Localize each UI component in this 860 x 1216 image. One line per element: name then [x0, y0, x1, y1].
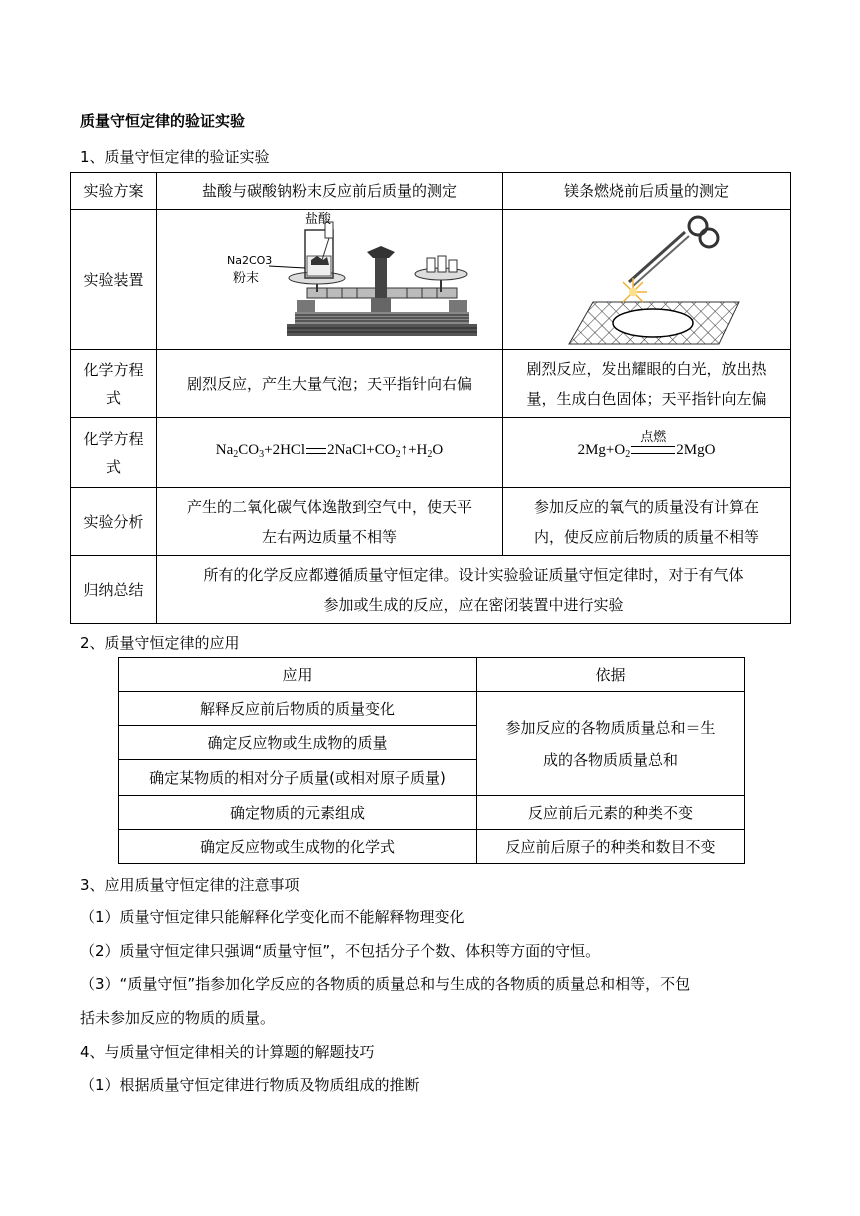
note-3: （3）“质量守恒”指参加化学反应的各物质的质量总和与生成的各物质的质量总和相等，不包 [80, 975, 691, 993]
header-application: 应用 [119, 658, 477, 692]
section-3-title: 3、应用质量守恒定律的注意事项 [80, 876, 300, 894]
summary-text: 所有的化学反应都遵循质量守恒定律。设计实验验证质量守恒定律时，对于有气体 参加或生成的反应，应在密闭装置中进行实验 [157, 556, 791, 624]
note-2: （2）质量守恒定律只强调“质量守恒”，不包括分子个数、体积等方面的守恒。 [80, 942, 601, 960]
application-row: 确定反应物或生成物的质量 [119, 726, 477, 760]
header-experiment-a: 盐酸与碳酸钠粉末反应前后质量的测定 [157, 173, 503, 210]
magnesium-burning-image [503, 212, 791, 348]
basis-merged: 参加反应的各物质质量总和＝生 成的各物质质量总和 [477, 692, 745, 796]
note-3-continued: 括未参加反应的物质的质量。 [80, 1009, 276, 1027]
basis-row: 反应前后元素的种类不变 [477, 796, 745, 830]
apparatus-a-cell [157, 210, 503, 350]
equation-b: $2Mg+O_2$ 点燃 2MgO [503, 418, 791, 488]
header-experiment-b: 镁条燃烧前后质量的测定 [503, 173, 791, 210]
phenomenon-b: 剧烈反应，发出耀眼的白光，放出热 量，生成白色固体；天平指针向左偏 [503, 350, 791, 418]
section-2-title: 2、质量守恒定律的应用 [80, 634, 240, 652]
row-label-phenomenon: 化学方程 式 [71, 350, 157, 418]
application-table [118, 657, 745, 864]
row-label-summary: 归纳总结 [71, 556, 157, 624]
page-heading: 质量守恒定律的验证实验 [80, 112, 246, 130]
header-basis: 依据 [477, 658, 745, 692]
apparatus-b-cell [503, 210, 791, 350]
equals-sign [306, 443, 326, 459]
row-label-analysis: 实验分析 [71, 488, 157, 556]
application-row: 解释反应前后物质的质量变化 [119, 692, 477, 726]
row-label-equation: 化学方程 式 [71, 418, 157, 488]
application-row: 确定某物质的相对分子质量(或相对原子质量) [119, 760, 477, 796]
analysis-b: 参加反应的氧气的质量没有计算在 内，使反应前后物质的质量不相等 [503, 488, 791, 556]
label-na2co3: Na2CO3 [227, 253, 273, 267]
application-row: 确定反应物或生成物的化学式 [119, 830, 477, 864]
section-4-item-1: （1）根据质量守恒定律进行物质及物质组成的推断 [80, 1076, 420, 1094]
section-1-title: 1、质量守恒定律的验证实验 [80, 148, 270, 166]
label-hcl: 盐酸 [305, 211, 332, 227]
note-1: （1）质量守恒定律只能解释化学变化而不能解释物理变化 [80, 908, 465, 926]
application-row: 确定物质的元素组成 [119, 796, 477, 830]
basis-row: 反应前后原子的种类和数目不变 [477, 830, 745, 864]
analysis-a: 产生的二氧化碳气体逸散到空气中，使天平 左右两边质量不相等 [157, 488, 503, 556]
balance-apparatus-image [157, 212, 497, 348]
condition-ignite: 点燃 [640, 429, 667, 445]
equation-a: $Na_2CO_3+2HCl$ $2NaCl+CO_2↑+H_2O$ [157, 418, 503, 488]
section-4-title: 4、与质量守恒定律相关的计算题的解题技巧 [80, 1043, 375, 1061]
header-scheme: 实验方案 [71, 173, 157, 210]
phenomenon-a: 剧烈反应，产生大量气泡；天平指针向右偏 [157, 350, 503, 418]
label-powder: 粉末 [233, 270, 260, 286]
verification-table [70, 172, 791, 624]
row-label-apparatus: 实验装置 [71, 210, 157, 350]
